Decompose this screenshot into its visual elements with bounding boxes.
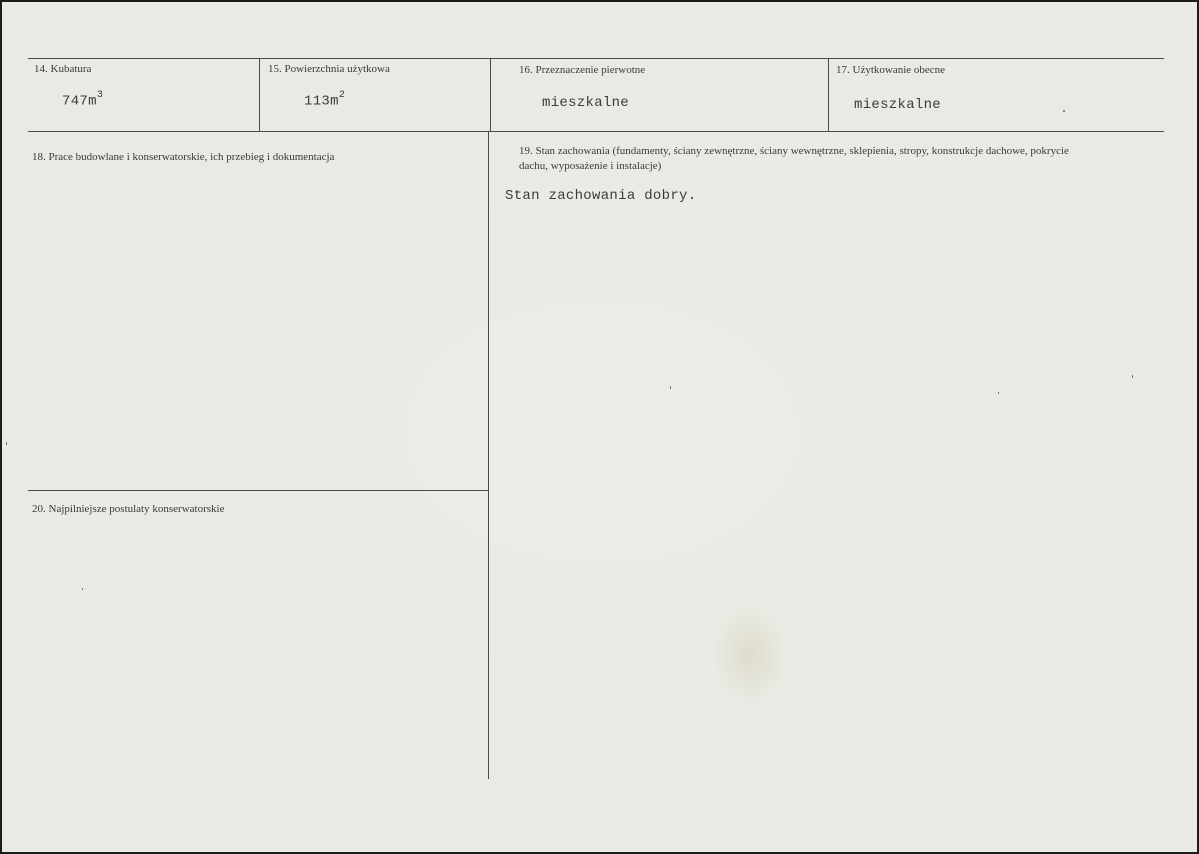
scan-speck [6, 442, 7, 445]
field-19-value: Stan zachowania dobry. [505, 188, 697, 204]
field-16-label: 16. Przeznaczenie pierwotne [519, 64, 646, 76]
field-15-unit-exponent: 2 [338, 90, 346, 101]
field-17-label: 17. Użytkowanie obecne [836, 64, 946, 76]
scan-speck [998, 392, 999, 394]
divider-18-20 [28, 490, 488, 491]
field-18-label: 18. Prace budowlane i konserwatorskie, ich przebieg i dokumentacja [32, 151, 335, 163]
top-row-top-border [28, 58, 1164, 59]
field-15-value [304, 92, 345, 110]
field-14-label: 14. Kubatura [34, 63, 92, 75]
field-16-value: mieszkalne [542, 95, 630, 111]
scan-speck [670, 386, 671, 389]
scan-speck [1063, 110, 1065, 112]
field-15-value-text: 113m [304, 93, 339, 110]
scan-speck [82, 588, 83, 590]
scan-speck [1132, 375, 1133, 378]
divider-16-17 [828, 58, 829, 131]
divider-15-16 [490, 58, 491, 131]
divider-14-15 [259, 58, 260, 131]
divider-left-right [488, 131, 489, 779]
field-19-label: 19. Stan zachowania (fundamenty, ściany zewnętrzne, ściany wewnętrzne, sklepienia, stropy, konstrukcje dachowe, pokrycie dachu, wyposażenie i instalacje) [519, 145, 1069, 172]
field-17-value: mieszkalne [854, 97, 942, 113]
field-14-value-text: 747m [62, 93, 97, 110]
top-row-bottom-border [28, 131, 1164, 132]
field-14-unit-exponent: 3 [96, 90, 104, 101]
field-20-label: 20. Najpilniejsze postulaty konserwatorskie [32, 503, 225, 515]
field-15-label: 15. Powierzchnia użytkowa [268, 63, 390, 75]
record-card [2, 2, 1197, 852]
field-14-value [62, 92, 103, 110]
